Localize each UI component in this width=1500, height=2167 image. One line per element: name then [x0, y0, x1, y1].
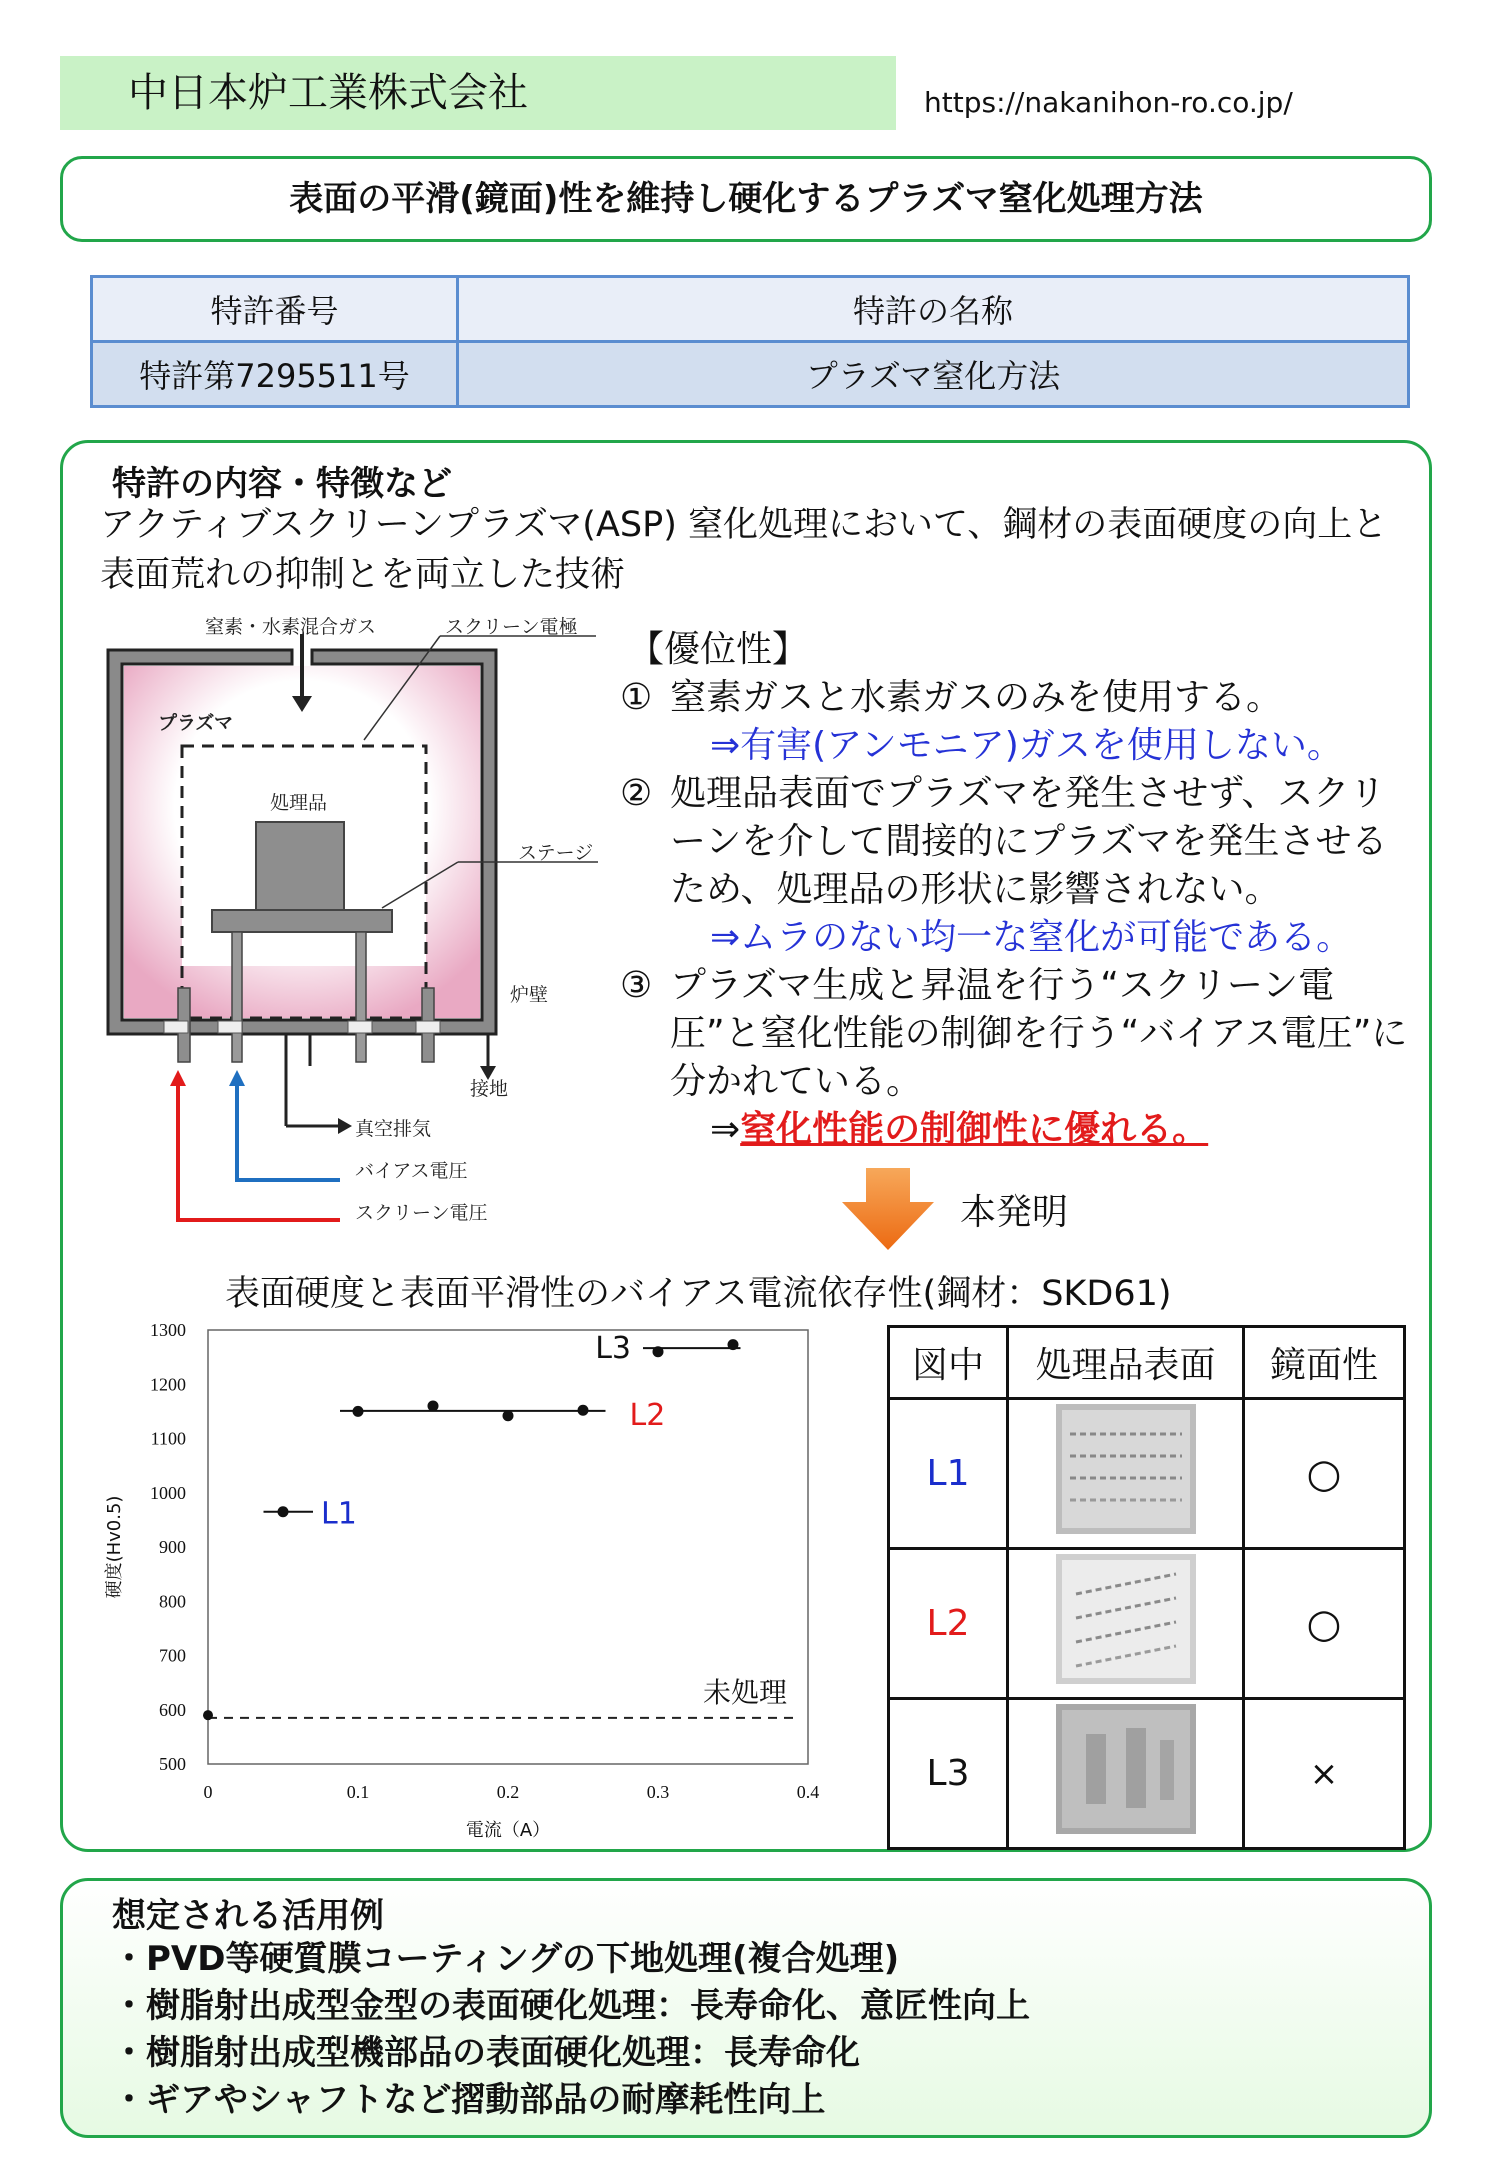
advantage-number: ② — [620, 773, 653, 814]
gas-label: 窒素・水素混合ガス — [205, 616, 377, 638]
data-point-l1 — [278, 1506, 289, 1517]
result-header-figure: 図中 — [889, 1327, 1008, 1399]
advantages — [620, 626, 1420, 1154]
data-point-l3 — [653, 1346, 664, 1357]
result-table — [887, 1325, 1406, 1850]
list-item: ・樹脂射出成型金型の表面硬化処理：長寿命化、意匠性向上 — [112, 1986, 1030, 2026]
data-point-l3 — [728, 1339, 739, 1350]
data-point-l2 — [578, 1405, 589, 1416]
result-label-l3: L3 — [889, 1699, 1008, 1849]
applications-list — [112, 1936, 1030, 2124]
applications-heading: 想定される活用例 — [112, 1896, 384, 1936]
advantages-heading: 【優位性】 — [628, 629, 809, 670]
y-tick-label: 1100 — [150, 1428, 186, 1449]
y-tick-label: 800 — [159, 1591, 186, 1612]
patent-name-header: 特許の名称 — [458, 277, 1409, 342]
data-point-l2 — [353, 1406, 364, 1417]
wall-label: 炉壁 — [510, 984, 549, 1006]
company-url[interactable]: https://nakanihon-ro.co.jp/ — [924, 86, 1293, 119]
surface-photo-l2 — [1008, 1549, 1244, 1699]
result-header-mirror: 鏡面性 — [1244, 1327, 1405, 1399]
patent-table — [90, 275, 1410, 408]
screen-voltage-label: スクリーン電圧 — [355, 1202, 488, 1224]
advantage-result: 窒化性能の制御性に優れる。 — [740, 1109, 1209, 1150]
y-tick-label: 1000 — [150, 1482, 186, 1503]
data-point-l2 — [428, 1400, 439, 1411]
advantage-number: ③ — [620, 965, 653, 1006]
features-heading: 特許の内容・特徴など — [112, 464, 452, 504]
vacuum-arrow — [338, 1118, 352, 1134]
plasma-label: プラズマ — [158, 712, 234, 734]
furnace-diagram — [100, 600, 620, 1240]
surface-photo — [1056, 1554, 1196, 1684]
table-row — [889, 1699, 1405, 1849]
advantage-item — [620, 770, 1420, 962]
y-tick-label: 600 — [159, 1699, 186, 1720]
screen-line — [178, 1084, 340, 1220]
workpiece-label: 処理品 — [270, 792, 328, 814]
list-item: ・ギアやシャフトなど摺動部品の耐摩耗性向上 — [112, 2080, 826, 2120]
advantage-text: 処理品表面でプラズマを発生させず、スクリーンを介して間接的にプラズマを発生させるため、処理品の形状に影響されない。 — [670, 773, 1388, 910]
mirror-l2: ○ — [1244, 1549, 1405, 1699]
list-item: ・PVD等硬質膜コーティングの下地処理(複合処理) — [112, 1939, 900, 1979]
y-tick-label: 900 — [159, 1537, 186, 1557]
advantage-result: ⇒有害(アンモニア)ガスを使用しない。 — [710, 725, 1343, 766]
surface-photo-l1 — [1008, 1399, 1244, 1549]
y-tick-label: 1300 — [150, 1320, 186, 1340]
data-point-untreated — [203, 1710, 213, 1720]
result-label-l2: L2 — [889, 1549, 1008, 1699]
x-axis-label: 電流（A） — [465, 1820, 551, 1841]
x-tick-label: 0.1 — [346, 1782, 370, 1802]
mirror-l1: ○ — [1244, 1399, 1405, 1549]
advantage-number: ① — [620, 677, 653, 718]
advantage-item — [620, 674, 1420, 770]
ground-label: 接地 — [470, 1078, 509, 1100]
patent-number: 特許第7295511号 — [92, 342, 458, 407]
result-label-l1: L1 — [889, 1399, 1008, 1549]
y-tick-label: 700 — [159, 1645, 186, 1666]
patent-number-header: 特許番号 — [92, 277, 458, 342]
workpiece — [256, 822, 344, 910]
stage — [212, 910, 392, 932]
page-title: 表面の平滑(鏡面)性を維持し硬化するプラズマ窒化処理方法 — [60, 156, 1432, 242]
x-tick-label: 0.3 — [646, 1782, 670, 1802]
hardness-chart — [100, 1310, 860, 1850]
features-description: アクティブスクリーンプラズマ(ASP) 窒化処理において、鋼材の表面硬度の向上と表面荒れの抑制とを両立した技術 — [100, 505, 1388, 595]
bias-voltage-label: バイアス電圧 — [355, 1160, 468, 1182]
x-tick-label: 0 — [203, 1782, 213, 1802]
chart-title: 表面硬度と表面平滑性のバイアス電流依存性(鋼材：SKD61) — [225, 1274, 1172, 1314]
series-label-l3: L3 — [595, 1331, 631, 1367]
company-name: 中日本炉工業株式会社 — [60, 56, 896, 130]
table-row — [889, 1549, 1405, 1699]
down-arrow-icon — [842, 1168, 934, 1250]
advantage-result: ⇒ムラのない均一な窒化が可能である。 — [710, 917, 1353, 958]
y-tick-label: 500 — [159, 1754, 186, 1774]
x-tick-label: 0.2 — [496, 1782, 520, 1802]
table-row — [889, 1399, 1405, 1549]
advantage-result-prefix: ⇒ — [710, 1109, 741, 1150]
surface-photo — [1056, 1704, 1196, 1834]
invention-label: 本発明 — [960, 1192, 1069, 1233]
screen-electrode-label: スクリーン電極 — [445, 616, 578, 638]
patent-name: プラズマ窒化方法 — [458, 342, 1409, 407]
surface-photo-l3 — [1008, 1699, 1244, 1849]
x-tick-label: 0.4 — [796, 1782, 820, 1802]
result-header-surface: 処理品表面 — [1008, 1327, 1244, 1399]
mirror-l3: × — [1244, 1699, 1405, 1849]
vacuum-label: 真空排気 — [355, 1118, 432, 1140]
advantage-item — [620, 962, 1420, 1154]
list-item: ・樹脂射出成型機部品の表面硬化処理：長寿命化 — [112, 2033, 860, 2073]
advantage-text: 窒素ガスと水素ガスのみを使用する。 — [670, 677, 1283, 718]
bias-line — [237, 1084, 340, 1180]
y-axis-label: 硬度(Hv0.5) — [104, 1495, 125, 1599]
y-tick-label: 1200 — [150, 1374, 186, 1395]
series-label-l2: L2 — [629, 1397, 666, 1433]
data-point-l2 — [503, 1410, 514, 1421]
series-label-l1: L1 — [321, 1496, 357, 1532]
advantage-text: プラズマ生成と昇温を行う“スクリーン電圧”と窒化性能の制御を行う“バイアス電圧”に分かれている。 — [670, 965, 1408, 1102]
untreated-label: 未処理 — [703, 1675, 788, 1709]
surface-photo — [1056, 1404, 1196, 1534]
stage-label: ステージ — [518, 842, 594, 864]
